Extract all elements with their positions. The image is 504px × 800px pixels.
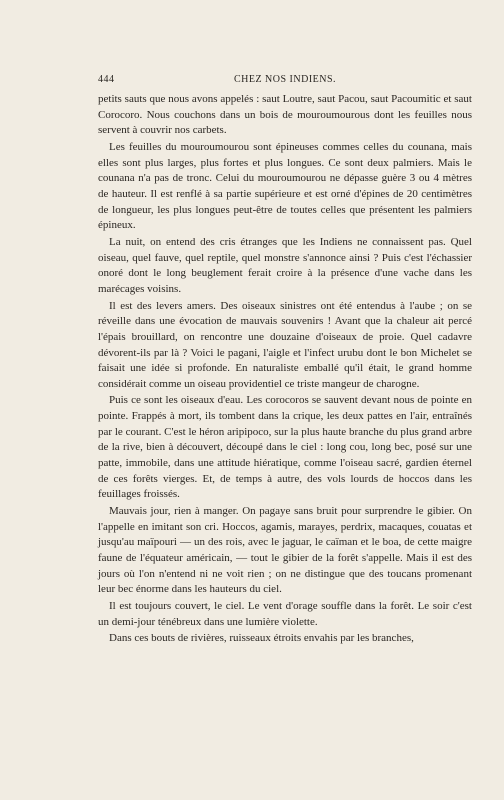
paragraph: Il est toujours couvert, le ciel. Le vent d'orage souffle dans la forêt. Le soir c'est un demi-jour ténébreux dans une lumière violette. bbox=[98, 600, 472, 628]
paragraph: La nuit, on entend des cris étranges que les Indiens ne connaissent pas. Quel oiseau, quel fauve, quel reptile, quel monstre s'annonce ainsi ? Puis c'est l'échassier onoré dont le long beuglement ferait croire à la présence d'une vache dans les marécages voisins. bbox=[98, 235, 472, 295]
paragraph-continued: petits sauts que nous avons appelés : saut Loutre, saut Pacou, saut Pacoumitic et saut Corocoro. Nous couchons dans un bois de mouroumourous dont les feuilles nous servent à couvrir nos carbets. bbox=[98, 93, 472, 137]
paragraph: Mauvais jour, rien à manger. On pagaye sans bruit pour surprendre le gibier. On l'appelle en imitant son cri. Hoccos, agamis, marayes, perdrix, macaques, couatas et jusqu'au maïpouri — un des rois, avec le jaguar, le caïman et le boa, de cette maigre faune de l'équateur américain, — tout le gibier de la forêt s'appelle. Mais il est des jours où l'on n'entend ni ne voit rien ; on ne distingue que des toucans promenant leur bec énorme dans les hauteurs du ciel. bbox=[98, 505, 472, 596]
paragraph: Dans ces bouts de rivières, ruisseaux étroits envahis par les branches, bbox=[109, 632, 414, 645]
running-header bbox=[98, 74, 472, 88]
running-title: CHEZ NOS INDIENS. bbox=[233, 74, 337, 85]
page-number: 444 bbox=[98, 74, 115, 85]
paragraph: Puis ce sont les oiseaux d'eau. Les corocoros se sauvent devant nous de pointe en pointe. Frappés à mort, ils tombent dans la crique, les deux pattes en l'air, entraînés par le courant. C'est le héron aripipoco, sur la plus haute branche du plus grand arbre de la rive, bien à découvert, découpé dans le ciel : long cou, long bec, posé sur une patte, immobile, dans une attitude hiératique, comme l'oiseau sacré, gardien éternel de ces forêts vierges. Et, de temps à autre, des vols lourds de hoccos dans les feuillages froissés. bbox=[98, 394, 472, 501]
body-text bbox=[98, 92, 472, 647]
paragraph: Il est des levers amers. Des oiseaux sinistres ont été entendus à l'aube ; on se réveille dans une évocation de mauvais souvenirs ! Avant que la chaleur ait percé l'épais brouillard, on rencontre une douzaine d'oiseaux de proie. Quel cadavre dévorent-ils par là ? Voici le pagani, l'aigle et l'infect urubu dont le bon Michelet se faisait une idée si profonde. En naturaliste emballé qu'il était, le grand homme considérait comme un oiseau providentiel ce triste mangeur de charogne. bbox=[98, 299, 472, 390]
paragraph: Les feuilles du mouroumourou sont épineuses commes celles du counana, mais elles sont plus larges, plus fortes et plus longues. Ce sont deux palmiers. Mais le counana n'a pas de tronc. Celui du mouroumourou ne dépasse guère 3 ou 4 mètres de hauteur. Il est renflé à sa partie supérieure et est orné d'épines de 20 centimètres de longueur, les plus longues peut-être de toutes celles que présentent les palmiers épineux. bbox=[98, 140, 472, 232]
